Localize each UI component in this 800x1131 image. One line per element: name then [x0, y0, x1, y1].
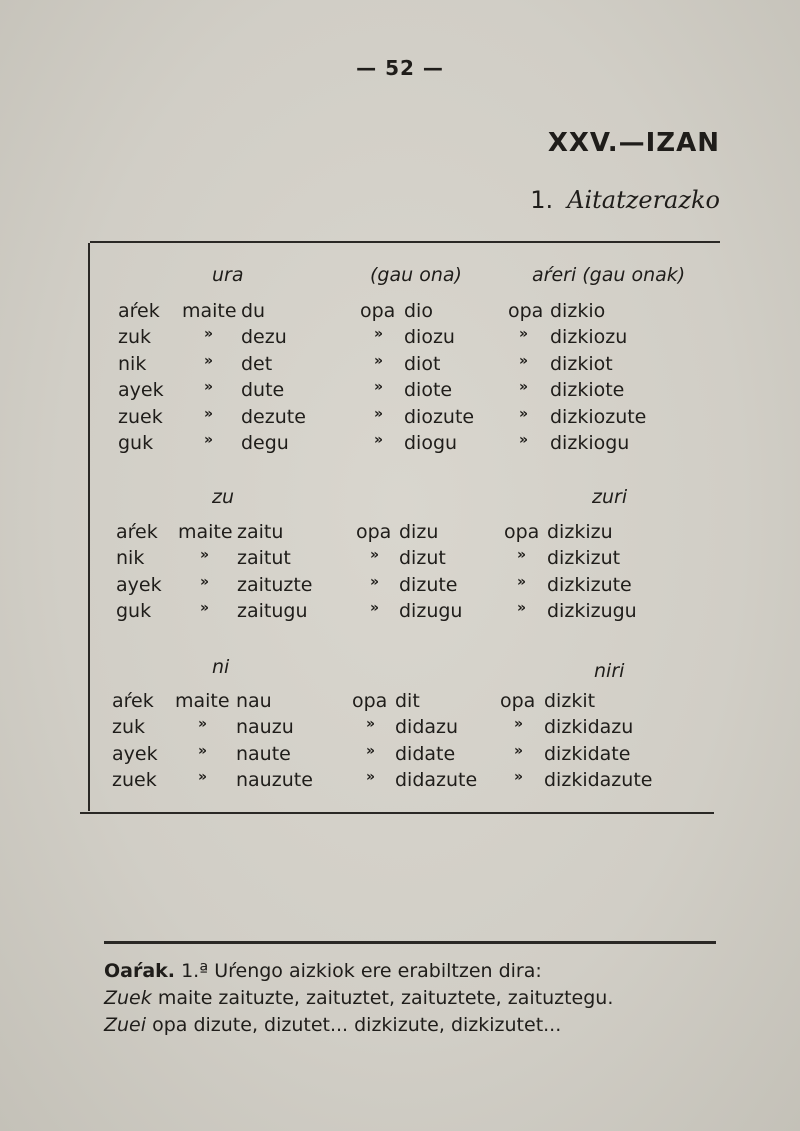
- ditto-mark: »: [366, 742, 376, 759]
- verb-opa: opa: [352, 690, 388, 712]
- subject-pronoun: nik: [116, 547, 145, 570]
- form-opa-sing: diozute: [404, 405, 475, 428]
- form-opa-sing: dio: [404, 300, 433, 322]
- ditto-mark: »: [204, 326, 214, 343]
- form-opa-plural: dizkizut: [547, 547, 621, 570]
- form-opa-sing: dizut: [399, 547, 446, 570]
- subject-pronoun: aŕek: [118, 300, 160, 322]
- form-maite: zaitugu: [237, 600, 308, 623]
- header-areri: aŕeri (gau onak): [532, 264, 686, 286]
- verb-maite: maite: [178, 521, 233, 543]
- subject-pronoun: aŕek: [112, 690, 154, 712]
- form-opa-sing: didazu: [395, 716, 459, 739]
- verb-opa: opa: [508, 300, 544, 322]
- subject-pronoun: guk: [116, 600, 152, 623]
- ditto-mark: »: [374, 379, 384, 396]
- ditto-mark: »: [374, 405, 384, 422]
- ditto-mark: »: [517, 573, 527, 590]
- ditto-mark: »: [204, 379, 214, 396]
- form-opa-plural: dizkiogu: [550, 432, 630, 454]
- notes-line-1-text: Uŕengo aizkiok ere erabiltzen dira:: [214, 960, 542, 982]
- ditto-mark: »: [517, 600, 527, 617]
- form-maite: du: [241, 300, 266, 322]
- notes-section: [104, 958, 724, 1039]
- header-gau-ona: (gau ona): [370, 264, 462, 286]
- verb-maite: maite: [182, 300, 237, 322]
- form-maite: naute: [236, 742, 291, 765]
- form-opa-plural: dizkidazute: [544, 769, 653, 792]
- ditto-mark: »: [374, 326, 384, 343]
- verb-opa: opa: [504, 521, 540, 543]
- form-opa-sing: dizute: [399, 573, 458, 596]
- ditto-mark: »: [374, 352, 384, 369]
- subject-pronoun: zuk: [112, 716, 146, 739]
- form-opa-plural: dizkizugu: [547, 600, 637, 623]
- ditto-mark: »: [370, 600, 380, 617]
- ditto-mark: »: [517, 547, 527, 564]
- subject-pronoun: ayek: [112, 742, 158, 765]
- form-opa-plural: dizkit: [544, 690, 596, 712]
- form-opa-plural: dizkidate: [544, 742, 631, 765]
- ditto-mark: »: [374, 432, 384, 448]
- form-opa-plural: dizkiozute: [550, 405, 647, 428]
- ditto-mark: »: [514, 716, 524, 733]
- subject-pronoun: zuk: [118, 326, 152, 349]
- subject-pronoun: zuek: [118, 405, 163, 428]
- form-opa-sing: diot: [404, 352, 441, 375]
- notes-line-3: [104, 1012, 724, 1039]
- notes-number: 1.ª: [181, 960, 209, 982]
- subject-pronoun: ayek: [116, 573, 162, 596]
- ditto-mark: »: [519, 405, 529, 422]
- notes-line-2-italic: Zuek: [104, 987, 152, 1009]
- ditto-mark: »: [519, 352, 529, 369]
- notes-line-3-text: opa dizute, dizutet... dizkizute, dizkizutet...: [152, 1014, 562, 1036]
- page-number: — 52 —: [356, 56, 444, 80]
- form-maite: nauzu: [236, 716, 294, 739]
- header-zuri: zuri: [592, 486, 628, 508]
- form-maite: nau: [236, 690, 272, 712]
- ditto-mark: »: [204, 405, 214, 422]
- form-opa-sing: didazute: [395, 769, 478, 792]
- form-maite: dezu: [241, 326, 287, 349]
- notes-label: Oaŕak.: [104, 960, 176, 982]
- ditto-mark: »: [200, 600, 210, 617]
- form-opa-plural: dizkiot: [550, 352, 613, 375]
- form-opa-plural: dizkio: [550, 300, 606, 322]
- ditto-mark: »: [366, 716, 376, 733]
- form-maite: dezute: [241, 405, 306, 428]
- header-niri: niri: [594, 660, 625, 682]
- form-opa-sing: diote: [404, 379, 453, 402]
- ditto-mark: »: [519, 432, 529, 448]
- subject-pronoun: nik: [118, 352, 147, 375]
- form-opa-sing: dit: [395, 690, 420, 712]
- notes-rule: [104, 941, 716, 944]
- verb-opa: opa: [500, 690, 536, 712]
- ditto-mark: »: [198, 716, 208, 733]
- form-opa-sing: diogu: [404, 432, 458, 454]
- ditto-mark: »: [198, 742, 208, 759]
- verb-opa: opa: [360, 300, 396, 322]
- section-title: Aitatzerazko: [567, 186, 720, 214]
- notes-line-3-italic: Zuei: [104, 1014, 147, 1036]
- ditto-mark: »: [204, 432, 214, 448]
- form-opa-plural: dizkiote: [550, 379, 625, 402]
- subject-pronoun: ayek: [118, 379, 164, 402]
- header-ni: ni: [212, 656, 230, 678]
- ditto-mark: »: [204, 352, 214, 369]
- form-opa-sing: diozu: [404, 326, 455, 349]
- ditto-mark: »: [200, 573, 210, 590]
- form-opa-plural: dizkizute: [547, 573, 632, 596]
- notes-line-2-text: maite zaituzte, zaituztet, zaituztete, zaituztegu.: [157, 987, 614, 1009]
- subject-pronoun: aŕek: [116, 521, 158, 543]
- form-opa-sing: dizu: [399, 521, 439, 543]
- subject-pronoun: zuek: [112, 769, 157, 792]
- chapter-title: XXV.—IZAN: [547, 128, 720, 158]
- verb-opa: opa: [356, 521, 392, 543]
- ditto-mark: »: [366, 769, 376, 786]
- form-opa-sing: didate: [395, 742, 456, 765]
- header-ura: ura: [212, 264, 244, 286]
- notes-line-1: [104, 958, 724, 985]
- ditto-mark: »: [519, 379, 529, 396]
- form-maite: zaitu: [237, 521, 284, 543]
- form-maite: nauzute: [236, 769, 313, 792]
- ditto-mark: »: [370, 547, 380, 564]
- ditto-mark: »: [200, 547, 210, 564]
- notes-line-2: [104, 985, 724, 1012]
- form-maite: zaitut: [237, 547, 291, 570]
- subject-pronoun: guk: [118, 432, 154, 454]
- form-maite: det: [241, 352, 273, 375]
- form-maite: degu: [241, 432, 289, 454]
- ditto-mark: »: [198, 769, 208, 786]
- header-zu: zu: [212, 486, 235, 508]
- ditto-mark: »: [514, 742, 524, 759]
- form-opa-sing: dizugu: [399, 600, 463, 623]
- ditto-mark: »: [519, 326, 529, 343]
- form-maite: zaituzte: [237, 573, 313, 596]
- form-opa-plural: dizkiozu: [550, 326, 628, 349]
- ditto-mark: »: [370, 573, 380, 590]
- section-number: 1.: [530, 186, 554, 214]
- form-opa-plural: dizkidazu: [544, 716, 634, 739]
- ditto-mark: »: [514, 769, 524, 786]
- form-opa-plural: dizkizu: [547, 521, 613, 543]
- form-maite: dute: [241, 379, 285, 402]
- verb-maite: maite: [175, 690, 230, 712]
